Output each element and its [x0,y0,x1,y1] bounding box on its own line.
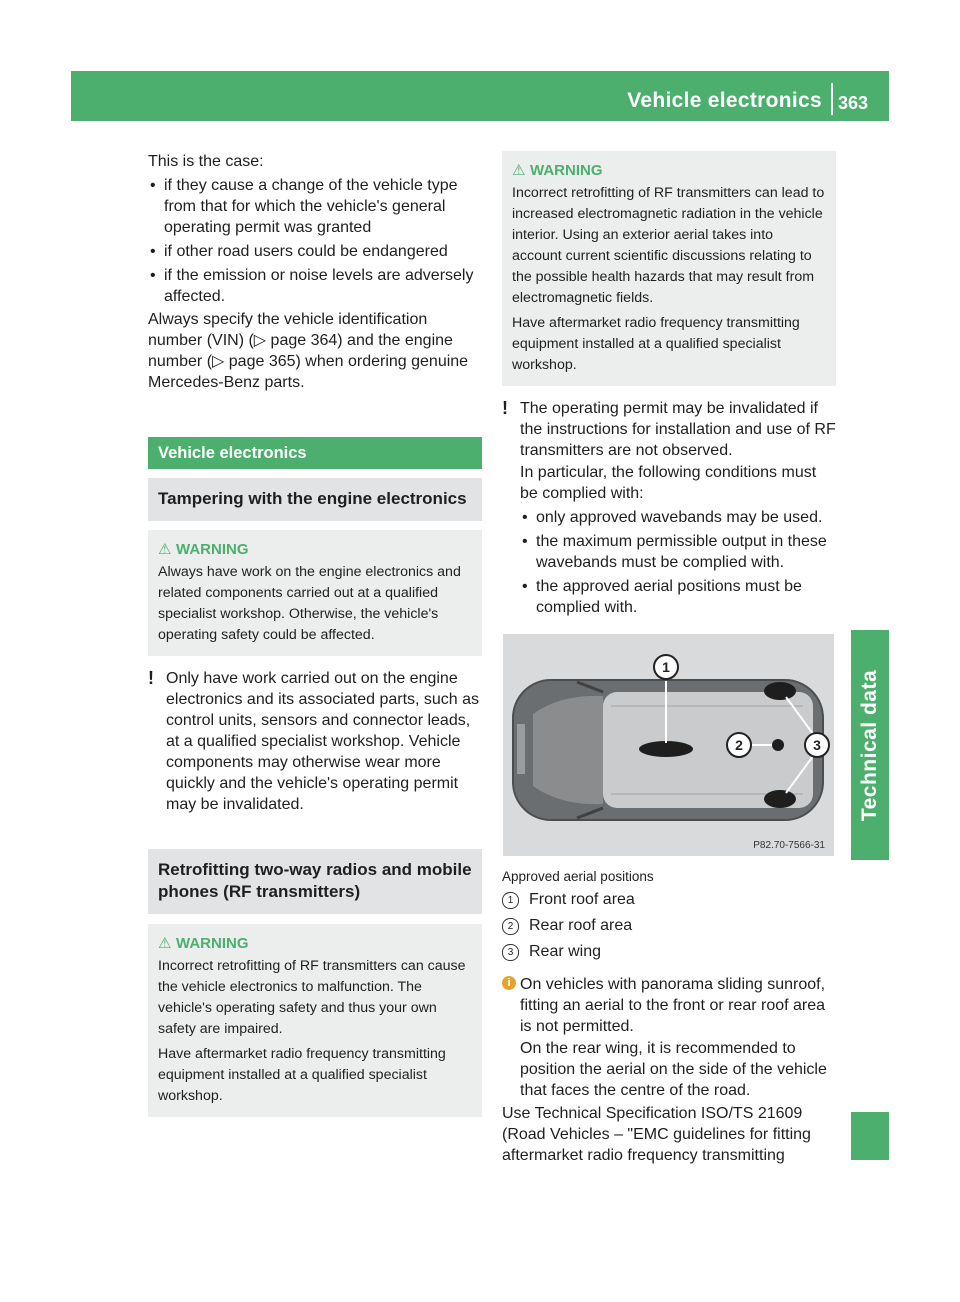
warning-triangle-icon: ⚠ [512,162,526,179]
legend-item: 1 Front roof area [502,887,836,913]
callout-1: 1 [662,659,670,675]
warning-triangle-icon: ⚠ [158,935,172,952]
callout-2: 2 [735,737,743,753]
side-tab-label: Technical data [858,669,882,821]
subsection-title: Tampering with the engine electronics [148,478,482,521]
warning-text: Incorrect retrofitting of RF transmitters can lead to increased electromagnetic radiation in the vehicle interior. Using an exterior aerial takes into account current scientific discussions relating to the possible health hazards that may result from electromagnetic fields. [512,185,825,306]
warning-triangle-icon: ⚠ [158,541,172,558]
info-text: On the rear wing, it is recommended to position the aerial on the side of the vehicle that faces the centre of the road. [520,1040,827,1099]
warning-heading: ⚠ WARNING [158,935,249,952]
info-icon: i [502,976,516,990]
subsection-title: Retrofitting two-way radios and mobile phones (RF transmitters) [148,849,482,914]
car-top-view-illustration [503,634,834,856]
figure-code: P82.70-7566-31 [753,840,825,851]
page-number: 363 [838,93,869,113]
warning-heading: ⚠ WARNING [158,541,249,558]
warning-box [502,151,836,386]
warning-box [148,924,482,1117]
list-item: • the approved aerial positions must be complied with. [522,578,802,616]
note-text: The operating permit may be invalidated if the instructions for installation and use of RF transmitters are not observed. [520,400,836,459]
warning-heading: ⚠ WARNING [512,162,603,179]
exclamation-icon: ! [502,398,508,418]
list-item: • the maximum permissible output in these wavebands must be complied with. [522,533,827,571]
spec-paragraph: Use Technical Specification ISO/TS 21609 (Road Vehicles – "EMC guidelines for fitting aftermarket radio frequency transmitting [502,1105,811,1164]
right-column [502,151,836,1166]
info-text: On vehicles with panorama sliding sunroof, fitting an aerial to the front or rear roof area is not permitted. [520,976,826,1035]
warning-text: Incorrect retrofitting of RF transmitters can cause the vehicle electronics to malfunction. The vehicle's operating safety and thus your own safety are impaired. [158,958,466,1037]
rear-roof-area-marker [772,739,784,751]
list-item: • if they cause a change of the vehicle type from that for which the vehicle's general operating permit was granted [150,177,458,236]
callout-3: 3 [813,737,821,753]
intro-text: This is the case: [148,153,264,170]
note [148,668,482,815]
rear-wing-left-marker [764,682,796,700]
rear-wing-right-marker [764,790,796,808]
warning-text: Have aftermarket radio frequency transmitting equipment installed at a qualified specialist workshop. [512,315,800,373]
list-item: • if other road users could be endangered [150,243,448,260]
list-item: • if the emission or noise levels are adversely affected. [150,267,474,305]
note [502,398,836,618]
side-marker [851,1112,889,1160]
exclamation-icon: ! [148,668,154,688]
warning-text: Have aftermarket radio frequency transmitting equipment installed at a qualified specialist workshop. [158,1046,446,1104]
legend-item: 2 Rear roof area [502,913,836,939]
legend-item: 3 Rear wing [502,939,836,965]
section-title: Vehicle electronics [148,437,482,469]
car-aerial-figure [503,634,834,856]
info-note [502,974,836,1101]
vin-paragraph: Always specify the vehicle identification number (VIN) (▷ page 364) and the engine number (▷ page 365) when ordering genuine Mercedes-Benz parts. [148,311,469,391]
note-text: Only have work carried out on the engine electronics and its associated parts, such as control units, sensors and connector leads, at a qualified specialist workshop. Vehicle components may otherwise wear more quickly and the vehicle's operating permit may be invalidated. [166,670,480,813]
warning-box [148,530,482,656]
warning-text: Always have work on the engine electronics and related components carried out at a qualified specialist workshop. Otherwise, the vehicle's operating safety could be affected. [158,564,461,643]
list-item: • only approved wavebands may be used. [522,509,823,526]
page-title: Vehicle electronics [627,89,822,112]
front-roof-area-marker [639,741,693,757]
header-divider [831,83,833,115]
figure-caption: Approved aerial positions [502,869,654,884]
note-text: In particular, the following conditions must be complied with: [520,464,817,502]
left-column [148,151,482,1117]
